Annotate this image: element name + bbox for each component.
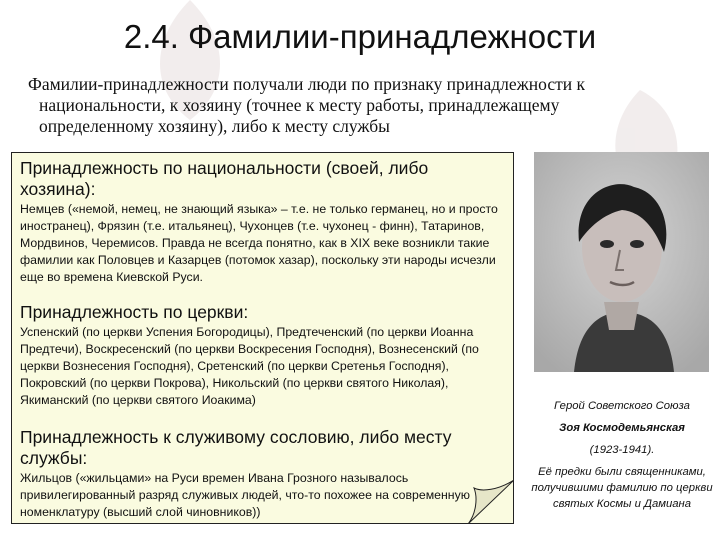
section-nationality (20, 158, 498, 286)
caption-title: Герой Советского Союза (554, 400, 690, 412)
portrait-illustration (534, 152, 709, 372)
intro-line-3: определенному хозяину), либо к месту службы (39, 116, 390, 136)
photo-caption (527, 398, 717, 518)
slide-title: 2.4. Фамилии-принадлежности (123, 18, 597, 55)
intro-line-1: Фамилии-принадлежности получали люди по признаку принадлежности к (28, 74, 585, 94)
intro-line-2: национальности, к хозяину (точнее к месту работы, принадлежащему (39, 95, 560, 115)
section-heading: Принадлежность к служивому сословию, либо месту службы: (20, 427, 452, 468)
portrait-photo (534, 152, 709, 372)
caption-name: Зоя Космодемьянская (559, 422, 685, 434)
intro-paragraph (28, 74, 698, 137)
caption-years: (1923-1941). (589, 444, 655, 456)
section-body: Жильцов («жильцами» на Руси времен Ивана Грозного называлось привилегированный разряд служивых людей, что-то похожее на современную номенклатуру (высший слой чиновников)) (20, 471, 470, 519)
caption-description: Её предки были священниками, получившими фамилию по церкви святых Космы и Дамиана (531, 466, 713, 510)
section-body: Немцев («немой, немец, не знающий языка» – т.е. не только германец, но и просто иностранец), Фрязин (т.е. итальянец), Чухонцев (т.е. чухонец - финн), Татаринов, Мордвинов, Черемисов. Правда не всегда понятно, как в XIX веке возникли такие фамилии как Половцев и Казарцев (потомок хазар), поскольку эти народы исчезли еще во времена Киевской Руси. (20, 202, 498, 284)
section-service (20, 427, 498, 521)
section-heading: Принадлежность по национальности (своей, либо хозяина): (20, 158, 429, 199)
section-church (20, 302, 498, 409)
section-body: Успенский (по церкви Успения Богородицы), Предтеченский (по церкви Иоанна Предтечи), Воскресенский (по церкви Воскресения Господня), Вознесенский (по церкви Вознесения Господня), Сретенский (по церкви Сретенья Господня), Покровский (по церкви Покрова), Никольский (по церкви святого Николая), Якиманский (по церкви святого Иоакима) (20, 325, 479, 407)
section-heading: Принадлежность по церкви: (20, 302, 249, 322)
